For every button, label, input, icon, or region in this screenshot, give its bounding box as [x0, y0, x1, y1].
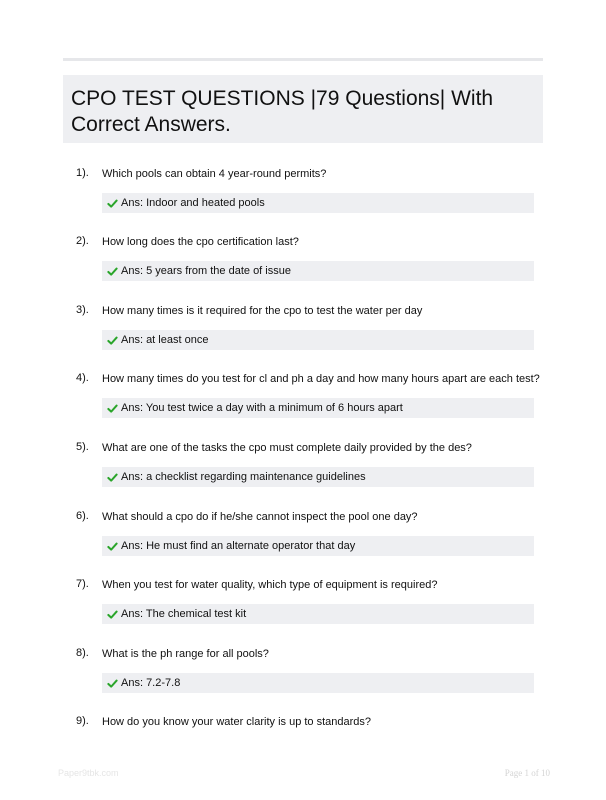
check-icon — [107, 678, 118, 689]
answer-box — [102, 398, 534, 418]
title-banner — [63, 75, 543, 143]
answer-text: Ans: 7.2-7.8 — [121, 677, 181, 689]
check-icon — [107, 266, 118, 277]
answer-box — [102, 193, 534, 213]
question-number: 8). — [76, 647, 89, 659]
check-icon — [107, 335, 118, 346]
answer-text: Ans: a checklist regarding maintenance guidelines — [121, 471, 366, 483]
question-text: How long does the cpo certification last? — [102, 236, 299, 248]
question-text: How many times do you test for cl and ph a day and how many hours apart are each test? — [102, 373, 540, 385]
check-icon — [107, 609, 118, 620]
question-number: 1). — [76, 167, 89, 179]
answer-text: Ans: 5 years from the date of issue — [121, 265, 291, 277]
question-text: How do you know your water clarity is up to standards? — [102, 716, 372, 728]
question-text: Which pools can obtain 4 year-round permits? — [102, 168, 327, 180]
check-icon — [107, 198, 118, 209]
question-number: 6). — [76, 510, 89, 522]
answer-box — [102, 604, 534, 624]
question-number: 2). — [76, 235, 89, 247]
answer-text: Ans: The chemical test kit — [121, 608, 247, 620]
question-text: How many times is it required for the cpo to test the water per day — [102, 305, 423, 317]
answer-box — [102, 330, 534, 350]
page-number: Page 1 of 10 — [504, 768, 550, 778]
question-number: 5). — [76, 441, 89, 453]
check-icon — [107, 541, 118, 552]
answer-text: Ans: Indoor and heated pools — [121, 197, 265, 209]
answer-box — [102, 261, 534, 281]
top-divider — [63, 58, 543, 61]
answer-text: Ans: You test twice a day with a minimum of 6 hours apart — [121, 402, 403, 414]
question-number: 4). — [76, 372, 89, 384]
page-title: CPO TEST QUESTIONS |79 Questions| With Correct Answers. — [71, 87, 494, 136]
question-text: What should a cpo do if he/she cannot inspect the pool one day? — [102, 511, 418, 523]
question-text: When you test for water quality, which type of equipment is required? — [102, 579, 438, 591]
check-icon — [107, 403, 118, 414]
question-number: 9). — [76, 715, 89, 727]
answer-box — [102, 536, 534, 556]
answer-box — [102, 467, 534, 487]
answer-text: Ans: at least once — [121, 334, 209, 346]
answer-text: Ans: He must find an alternate operator that day — [121, 540, 356, 552]
question-text: What is the ph range for all pools? — [102, 648, 269, 660]
answer-box — [102, 673, 534, 693]
check-icon — [107, 472, 118, 483]
question-number: 3). — [76, 304, 89, 316]
question-number: 7). — [76, 578, 89, 590]
footer-watermark: Paper9tbk.com — [58, 768, 119, 778]
question-text: What are one of the tasks the cpo must complete daily provided by the des? — [102, 442, 472, 454]
